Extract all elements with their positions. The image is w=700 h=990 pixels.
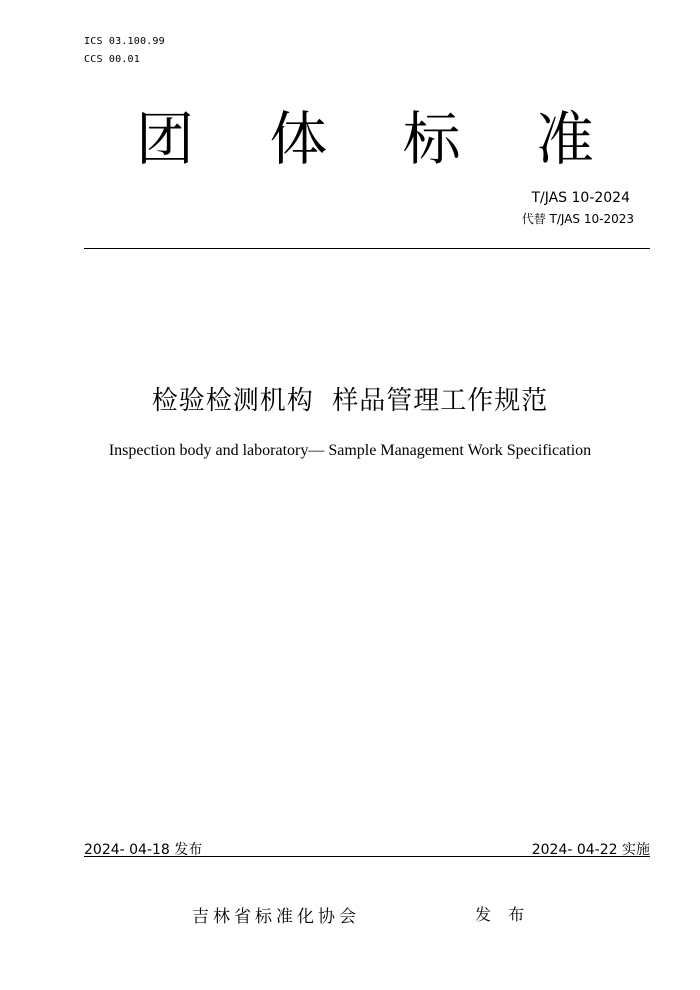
heading-char: 准 — [535, 105, 594, 173]
heading-char: 标 — [402, 105, 461, 173]
document-title-chinese: 检验检测机构 样品管理工作规范 — [151, 386, 549, 416]
replaces-standard: 代替 T/JAS 10-2023 — [521, 212, 634, 226]
standard-number: T/JAS 10-2024 — [531, 190, 630, 206]
issue-date: 2024- 04-18 发布 — [84, 842, 203, 858]
publish-label: 发 布 — [475, 905, 531, 924]
implementation-date: 2024- 04-22 实施 — [531, 842, 650, 858]
heading-char: 团 — [136, 105, 195, 173]
ccs-code: CCS 00.01 — [84, 54, 140, 65]
heading-char: 体 — [269, 105, 328, 173]
issuing-organization: 吉林省标准化协会 — [192, 907, 360, 927]
bottom-divider — [84, 856, 650, 857]
top-divider — [84, 248, 650, 249]
ics-code: ICS 03.100.99 — [84, 36, 165, 47]
standard-type-heading — [84, 106, 650, 172]
document-title-english: Inspection body and laboratory— Sample Management Work Specification — [108, 442, 592, 459]
